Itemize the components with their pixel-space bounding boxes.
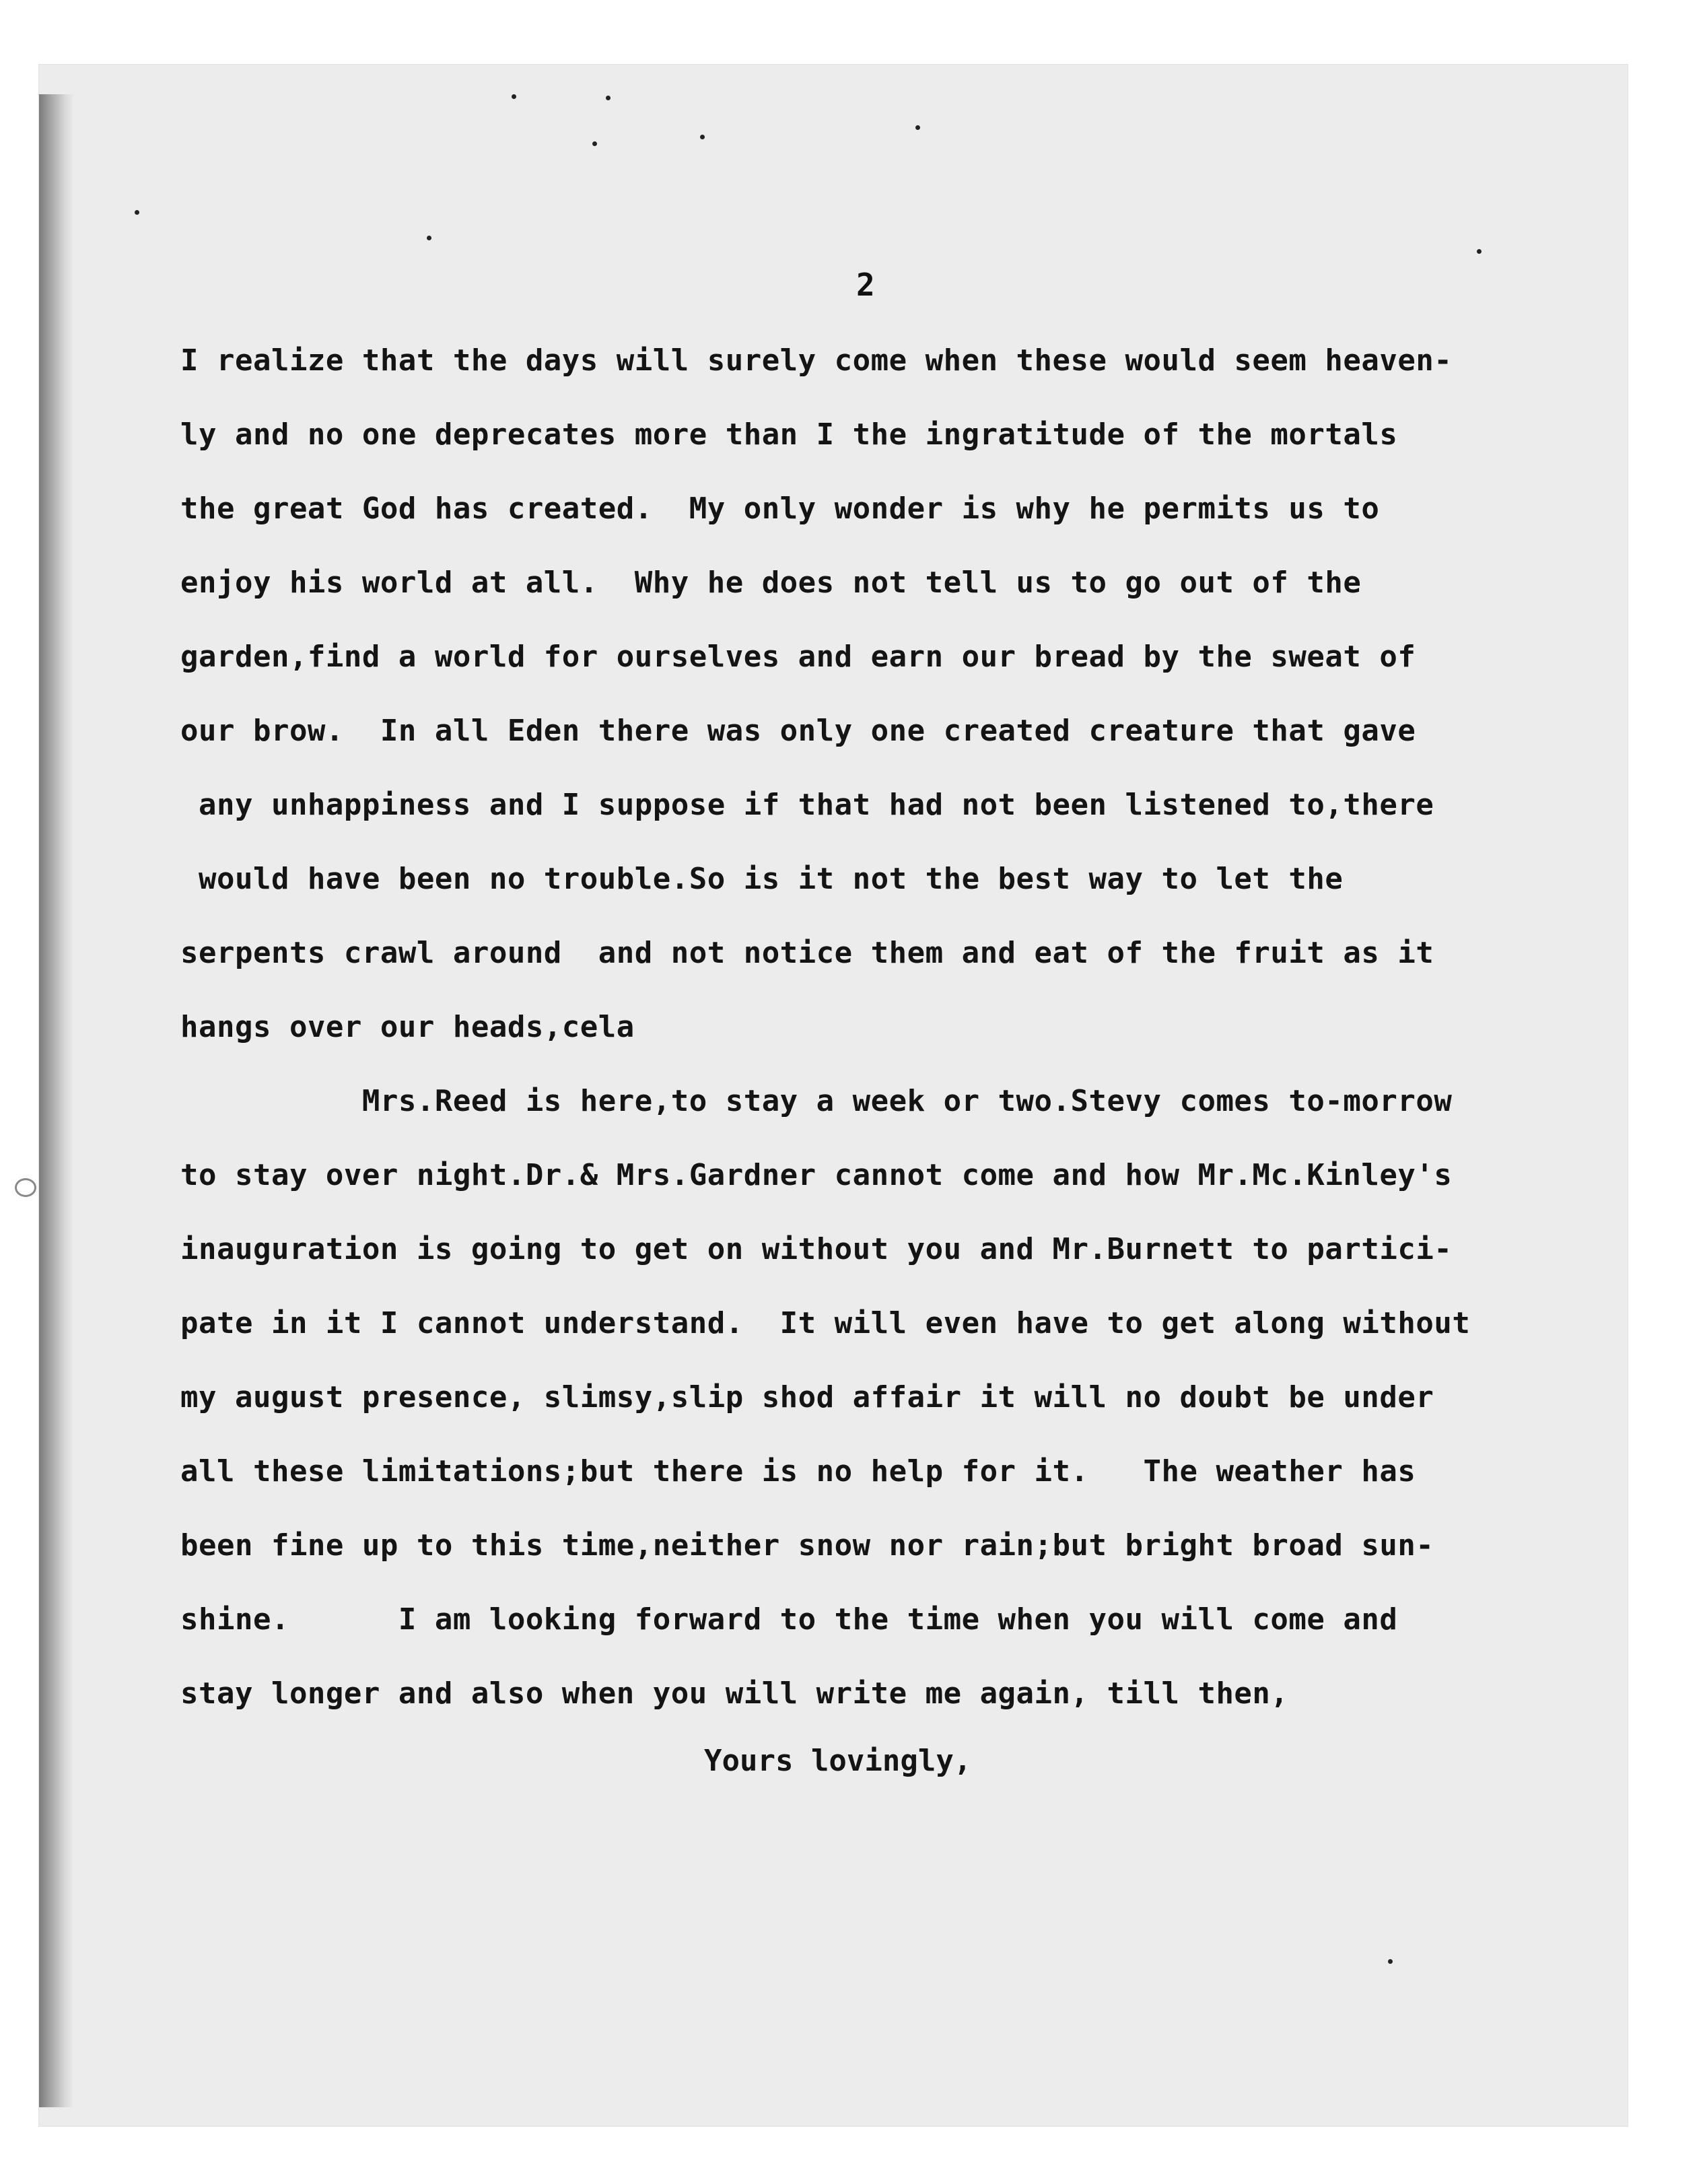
ink-speck: [1477, 249, 1482, 254]
letter-line: to stay over night.Dr.& Mrs.Gardner cannot come and how Mr.Mc.Kinley's: [180, 1158, 1453, 1192]
ink-speck: [427, 236, 431, 240]
page-edge-shadow: [39, 94, 74, 2107]
letter-line: any unhappiness and I suppose if that had not been listened to,there: [180, 788, 1434, 822]
ink-speck: [135, 210, 139, 215]
letter-line: our brow. In all Eden there was only one created creature that gave: [180, 714, 1416, 748]
letter-line: Mrs.Reed is here,to stay a week or two.Stevy comes to-morrow: [180, 1084, 1453, 1118]
letter-line: serpents crawl around and not notice them and eat of the fruit as it: [180, 936, 1434, 970]
ink-speck: [512, 94, 516, 99]
letter-line: the great God has created. My only wonder is why he permits us to: [180, 491, 1380, 526]
ink-speck: [700, 135, 705, 139]
letter-line: inauguration is going to get on without you and Mr.Burnett to partici-: [180, 1232, 1453, 1266]
letter-line: would have been no trouble.So is it not the best way to let the: [180, 862, 1344, 896]
letter-line: I realize that the days will surely come when these would seem heaven-: [180, 343, 1453, 378]
binding-hole-mark: [15, 1178, 36, 1197]
letter-line: been fine up to this time,neither snow nor rain;but bright broad sun-: [180, 1528, 1434, 1563]
letter-line: shine. I am looking forward to the time when you will come and: [180, 1602, 1398, 1637]
letter-line: stay longer and also when you will write me again, till then,: [180, 1676, 1289, 1711]
letter-line: my august presence, slimsy,slip shod affair it will no doubt be under: [180, 1380, 1434, 1414]
page-number: 2: [856, 267, 875, 303]
letter-line: enjoy his world at all. Why he does not tell us to go out of the: [180, 566, 1362, 600]
ink-speck: [915, 125, 920, 130]
ink-speck: [1388, 1959, 1393, 1964]
letter-line: ly and no one deprecates more than I the ingratitude of the mortals: [180, 417, 1398, 452]
letter-line: all these limitations;but there is no help for it. The weather has: [180, 1454, 1416, 1489]
letter-line: garden,find a world for ourselves and earn our bread by the sweat of: [180, 640, 1416, 674]
letter-closing: Yours lovingly,: [704, 1744, 972, 1778]
letter-line: hangs over our heads,cela: [180, 1010, 635, 1044]
ink-speck: [606, 96, 611, 100]
ink-speck: [592, 141, 597, 146]
letter-line: pate in it I cannot understand. It will even have to get along without: [180, 1306, 1471, 1340]
